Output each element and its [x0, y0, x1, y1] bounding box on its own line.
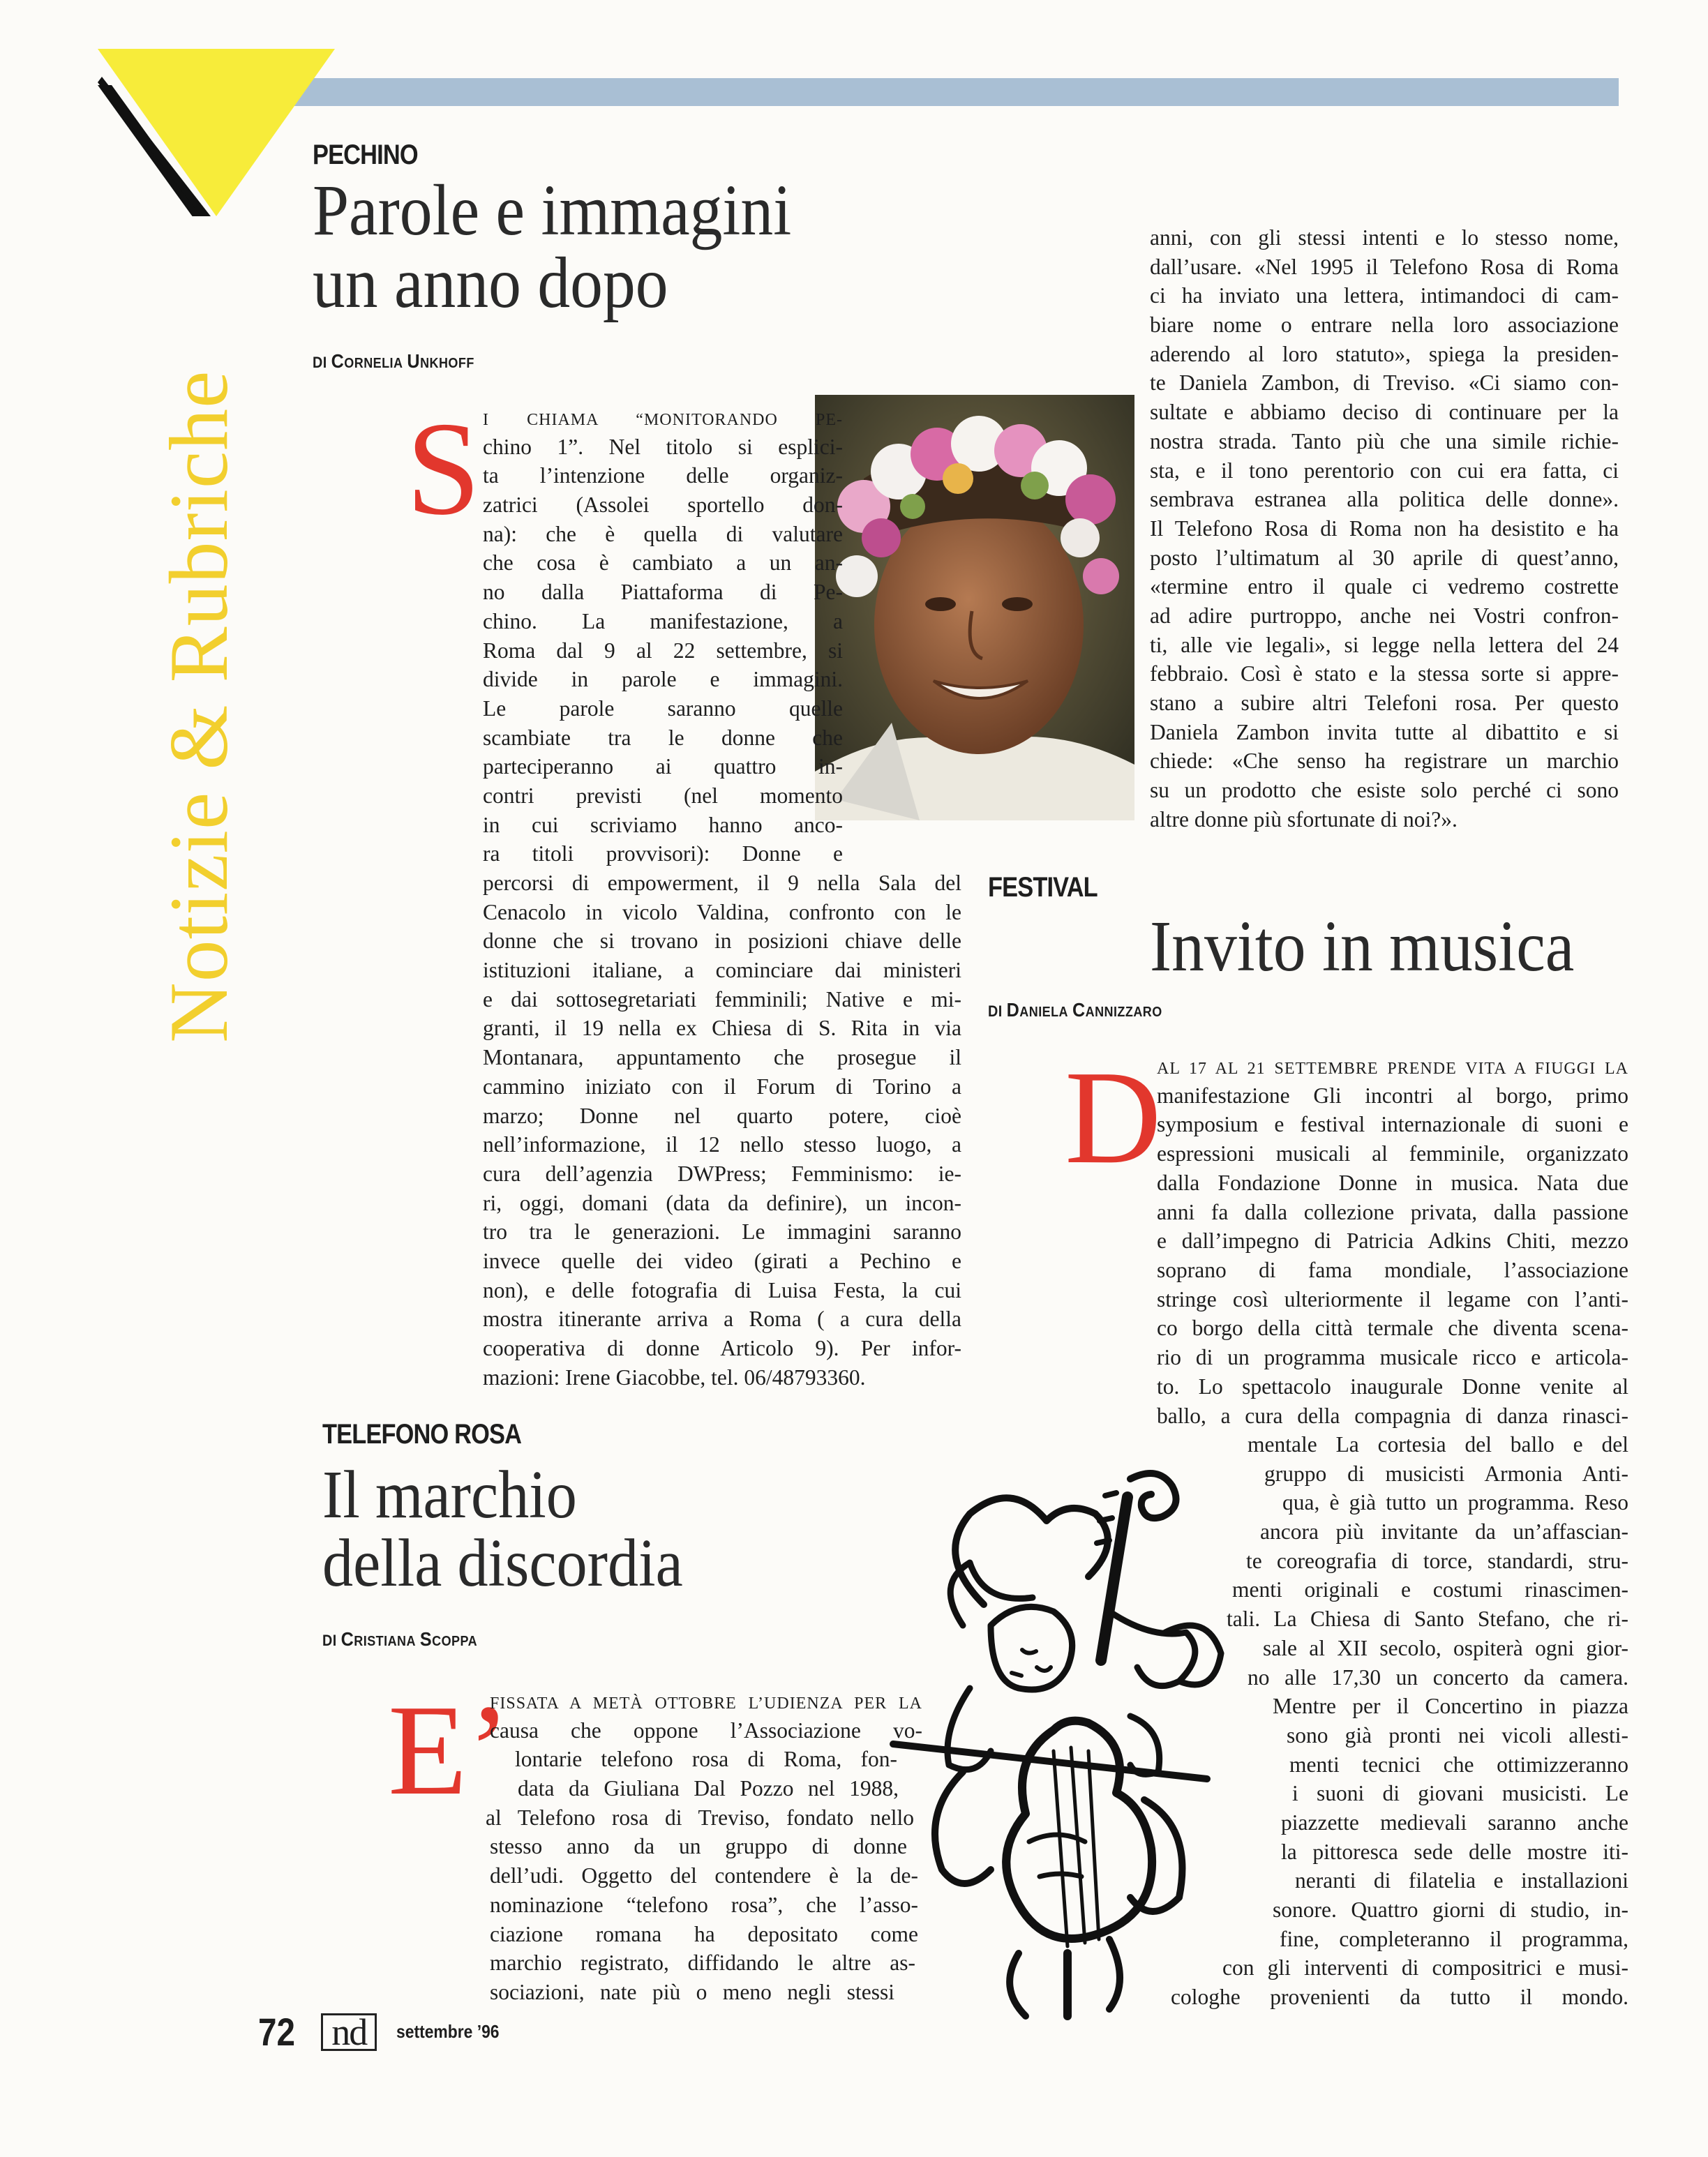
byline-telefono-rosa	[322, 1628, 477, 1651]
text-line: stringe così ulteriormente il legame con l’anti-	[1157, 1286, 1628, 1312]
text-line: dall’usare. «Nel 1995 il Telefono Rosa di Roma	[1150, 254, 1619, 279]
text-line: chino. La manifestazione, a	[483, 608, 843, 633]
text-line: na): che è quella di valutare	[483, 521, 843, 546]
article-body-festival-top	[1157, 1052, 1628, 1168]
text-line: ra titoli provvisori): Donne e	[483, 841, 843, 866]
kicker-telefono-rosa: TELEFONO ROSA	[322, 1419, 522, 1450]
text-line: AL 17 AL 21 SETTEMBRE PRENDE VITA A FIUGGI LA	[1157, 1060, 1628, 1078]
text-line: cologhe provenienti da tutto il mondo.	[1171, 1985, 1628, 2010]
text-line: symposium e festival internazionale di suoni e	[1157, 1112, 1628, 1137]
kicker-festival: FESTIVAL	[988, 872, 1098, 903]
text-line: sta, e il tono perentorio con cui era fatta, ci	[1150, 458, 1619, 483]
text-line: chino 1”. Nel titolo si esplici-	[483, 434, 843, 459]
text-line: te Daniela Zambon, di Treviso. «Ci siamo con-	[1150, 370, 1619, 396]
text-line: Le parole saranno quelle	[483, 696, 843, 721]
text-line: stesso anno da un gruppo di donne	[490, 1834, 907, 1859]
text-line: dalla Fondazione Donne in musica. Nata due	[1157, 1171, 1628, 1195]
text-line: e dall’impegno di Patricia Adkins Chiti, mezzo	[1157, 1228, 1628, 1254]
text-line: contri previsti (nel momento	[483, 783, 843, 808]
headline-line: Invito in musica	[1150, 906, 1575, 986]
text-line: altre donne più sfortunate di noi?».	[1150, 806, 1458, 832]
text-line: Cenacolo in vicolo Valdina, confronto con le	[483, 899, 961, 924]
text-line: manifestazione Gli incontri al borgo, primo	[1157, 1083, 1628, 1108]
text-line: aderendo al loro statuto», spiega la presiden-	[1150, 341, 1619, 366]
text-line: che cosa è cambiato a un an-	[483, 550, 843, 576]
text-line: zatrici (Assolei sportello don-	[483, 493, 843, 518]
text-line: lontarie telefono rosa di Roma, fon-	[515, 1747, 897, 1772]
text-line: fine, completeranno il programma,	[1280, 1926, 1628, 1951]
text-line: granti, il 19 nella ex Chiesa di S. Rita in via	[483, 1016, 961, 1041]
text-line: espressioni musicali al femminile, organizzato	[1157, 1141, 1628, 1166]
kicker-pechino: PECHINO	[313, 140, 418, 170]
text-line: su un prodotto che esiste solo perché ci sono	[1150, 778, 1619, 803]
text-line: ballo, a cura della compagnia di danza rinasci-	[1157, 1403, 1628, 1428]
article-body-telefono-continued	[1150, 223, 1619, 834]
text-line: ti, alle vie legali», si legge nella lettera del 24	[1150, 632, 1619, 657]
text-line: istituzioni italiane, a cominciare dai ministeri	[483, 958, 961, 983]
byline-last-name: Cannizzaro	[1072, 999, 1162, 1021]
text-line: ancora più invitante da un’affascian-	[1260, 1519, 1628, 1545]
text-line: percorsi di empowerment, il 9 nella Sala del	[483, 871, 961, 895]
text-line: qua, è già tutto un programma. Reso	[1282, 1490, 1628, 1515]
text-line: nostra strada. Tanto più che una simile richie-	[1150, 428, 1619, 453]
text-line: sonore. Quattro giorni di studio, in-	[1273, 1897, 1628, 1922]
byline-first-name: Cornelia	[331, 350, 403, 372]
text-line: te coreografia di torce, standardi, stru-	[1246, 1548, 1628, 1573]
section-title: Notizie & Rubriche	[152, 370, 245, 1043]
dropcap: D	[1065, 1043, 1162, 1192]
text-line: con gli interventi di compositrici e musi-	[1222, 1955, 1628, 1981]
text-line: neranti di filatelia e installazioni	[1295, 1868, 1628, 1893]
text-line: mostra itinerante arriva a Roma ( a cura della	[483, 1307, 961, 1332]
text-line: causa che oppone l’Associazione vo-	[490, 1718, 922, 1743]
text-line: ciazione romana ha depositato come	[490, 1921, 918, 1946]
text-line: Daniela Zambon invita tutte al dibattito e si	[1150, 719, 1619, 744]
header-band	[279, 78, 1619, 106]
byline-last-name: Scoppa	[419, 1628, 478, 1650]
byline-first-name: Daniela	[1006, 999, 1069, 1021]
cello-player-illustration	[879, 1451, 1242, 2030]
text-line: sultate e abbiamo deciso di continuare per la	[1150, 400, 1619, 425]
text-line: ad adire purtroppo, anche nei Vostri confron-	[1150, 603, 1619, 628]
text-line: to. Lo spettacolo inaugurale Donne venite al	[1157, 1374, 1628, 1399]
text-line: Il Telefono Rosa di Roma non ha desistito e ha	[1150, 516, 1619, 541]
portrait-photo	[815, 395, 1134, 820]
text-line: no dalla Piattaforma di Pe-	[483, 580, 843, 605]
byline-prefix: DI	[988, 1002, 1003, 1020]
text-line: ta l’intenzione delle organiz-	[483, 463, 843, 488]
text-line: data da Giuliana Dal Pozzo nel 1988,	[518, 1776, 899, 1801]
text-line: co borgo della città termale che diventa scena-	[1157, 1316, 1628, 1341]
text-line: non), e delle fotografia di Luisa Festa, la cui	[483, 1277, 961, 1302]
text-line: soprano di fama mondiale, l’associazione	[1157, 1258, 1628, 1283]
text-line: invece quelle dei video (girati a Pechino e	[483, 1248, 961, 1273]
text-line: menti originali e costumi rinascimen-	[1232, 1577, 1628, 1602]
byline-pechino	[313, 350, 474, 373]
byline-festival	[988, 999, 1162, 1021]
text-line: cura dell’agenzia DWPress; Femminismo: ie-	[483, 1161, 961, 1186]
text-line: anni, con gli stessi intenti e lo stesso nome,	[1150, 225, 1619, 250]
text-line: la pittoresca sede delle mostre iti-	[1281, 1839, 1628, 1864]
text-line: rio di un programma musicale ricco e articola-	[1157, 1345, 1628, 1370]
text-line: parteciperanno ai quattro in-	[483, 754, 843, 779]
byline-prefix: DI	[313, 354, 327, 371]
headline-line: un anno dopo	[313, 243, 668, 323]
page-number: 72	[258, 2010, 295, 2054]
text-line: cammino iniziato con il Forum di Torino a	[483, 1074, 961, 1099]
text-line: sembrava estranea alla politica delle donne».	[1150, 487, 1619, 512]
text-line: Roma dal 9 al 22 settembre, si	[483, 638, 843, 663]
text-line: biare nome o entrare nella loro associazione	[1150, 313, 1619, 338]
article-body-telefono-rosa	[486, 1687, 922, 2007]
text-line: sociazioni, nate più o meno negli stessi	[490, 1979, 894, 2004]
text-line: Montanara, appuntamento che prosegue il	[483, 1045, 961, 1070]
text-line: anni fa dalla collezione privata, dalla passione	[1157, 1199, 1628, 1224]
text-line: nominazione “telefono rosa”, che l’asso-	[490, 1892, 918, 1917]
headline-line: Il marchio	[322, 1457, 577, 1533]
headline-telefono-rosa	[322, 1457, 683, 1601]
headline-line: Parole e immagini	[313, 170, 792, 250]
text-line: sono già pronti nei vicoli allesti-	[1287, 1722, 1628, 1748]
headline-festival	[1150, 906, 1575, 986]
text-line: gruppo di musicisti Armonia Anti-	[1264, 1461, 1628, 1486]
byline-first-name: Cristiana	[340, 1628, 416, 1650]
text-line: cooperativa di donne Articolo 9). Per infor-	[483, 1336, 961, 1360]
text-line: marzo; Donne nel quarto potere, cioè	[483, 1103, 961, 1128]
text-line: ci ha inviato una lettera, intimandoci di cam-	[1150, 283, 1619, 308]
headline-line: della discordia	[322, 1526, 683, 1601]
byline-last-name: Unkhoff	[407, 350, 474, 372]
text-line: tali. La Chiesa di Santo Stefano, che ri-	[1227, 1607, 1628, 1632]
text-line: scambiate tra le donne che	[483, 725, 843, 750]
text-line: al Telefono rosa di Treviso, fondato nello	[486, 1805, 914, 1830]
text-line: sale al XII secolo, ospiterà ogni gior-	[1263, 1635, 1628, 1660]
text-line: stano a subire altri Telefoni rosa. Per questo	[1150, 691, 1619, 715]
text-line: menti tecnici che ottimizzeranno	[1289, 1752, 1628, 1777]
text-line: tro tra le generazioni. Le immagini saranno	[483, 1219, 961, 1245]
text-line: febbraio. Così è stato e la stessa sorte si appre-	[1150, 661, 1619, 686]
issue-date: settembre ’96	[396, 2021, 500, 2042]
text-line: ri, oggi, domani (data da definire), un incon-	[483, 1190, 961, 1215]
text-line: donne che si trovano in posizioni chiave delle	[483, 929, 961, 954]
text-line: posto l’ultimatum al 30 aprile di quest’anno,	[1150, 545, 1619, 570]
section-triangle-icon	[98, 49, 335, 216]
text-line: chiede: «Che senso ha registrare un marchio	[1150, 749, 1619, 774]
text-line: piazzette medievali saranno anche	[1281, 1810, 1628, 1835]
article-body-pechino-top	[483, 403, 843, 869]
text-line: e dai sottosegretariati femminili; Native e mi-	[483, 986, 961, 1012]
text-line: in cui scriviamo hanno anco-	[483, 812, 843, 837]
dropcap: E’	[388, 1678, 511, 1822]
text-line: Mentre per il Concertino in piazza	[1273, 1694, 1628, 1719]
text-line: mentale La cortesia del ballo e del	[1248, 1432, 1628, 1457]
text-line: mazioni: Irene Giacobbe, tel. 06/48793360.	[483, 1365, 866, 1390]
text-line: «termine entro il quale ci vedremo costrette	[1150, 574, 1619, 599]
page-footer	[258, 2009, 514, 2054]
text-line: no alle 17,30 un concerto da camera.	[1248, 1664, 1628, 1690]
magazine-logo: nd	[321, 2013, 377, 2051]
text-line: nell’informazione, il 12 nello stesso luogo, a	[483, 1132, 961, 1157]
text-line: I CHIAMA “MONITORANDO PE-	[483, 411, 843, 429]
article-body-pechino-bottom	[483, 869, 961, 1392]
text-line: dell’udi. Oggetto del contendere è la de-	[490, 1863, 918, 1888]
text-line: divide in parole e immagini.	[483, 667, 843, 692]
text-line: marchio registrato, diffidando le altre as-	[490, 1951, 915, 1976]
headline-pechino	[313, 170, 792, 323]
article-body-festival-middle	[1157, 1168, 1628, 1430]
text-line: i suoni di giovani musicisti. Le	[1292, 1781, 1628, 1806]
byline-prefix: DI	[322, 1632, 337, 1649]
dropcap: S	[406, 394, 481, 543]
text-line: FISSATA A METÀ OTTOBRE L’UDIENZA PER LA	[490, 1694, 922, 1713]
